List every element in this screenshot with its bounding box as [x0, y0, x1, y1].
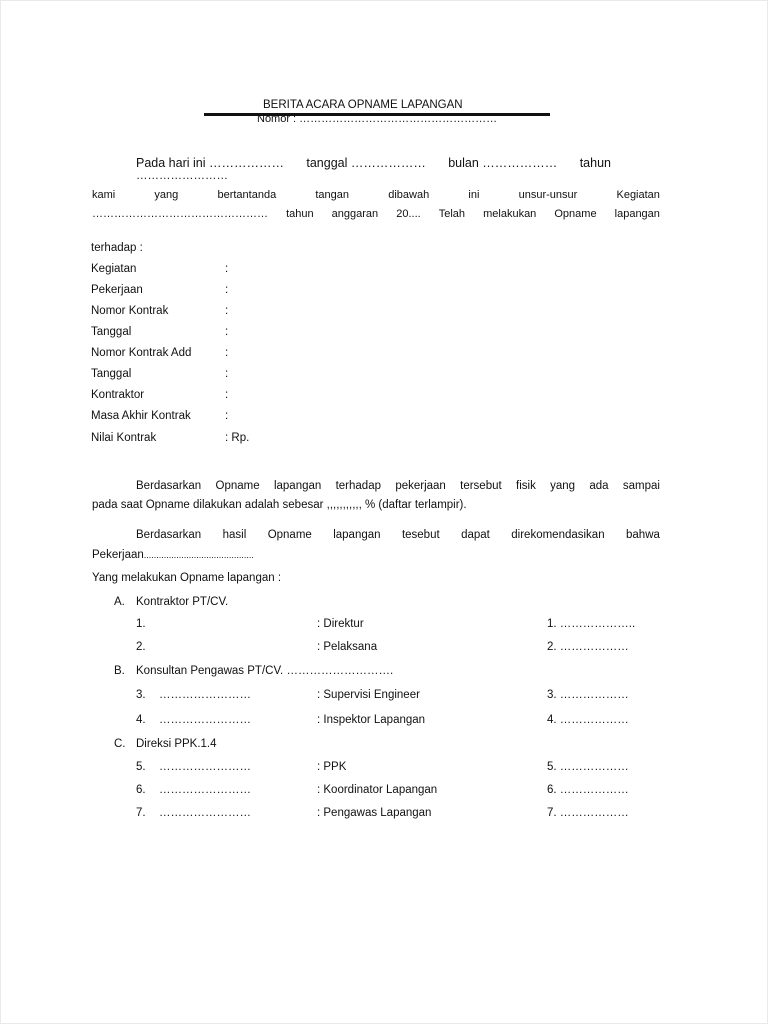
signature-line: 3. ……………… [547, 689, 629, 701]
signatory-number: 6. [136, 784, 146, 796]
intro-word: tahun [286, 208, 314, 220]
intro-word: ini [468, 189, 480, 201]
field-value: : [225, 368, 229, 380]
signatory-role: : Koordinator Lapangan [317, 784, 438, 796]
signatory-role: : PPK [317, 761, 347, 773]
intro-line-4: terhadap : [91, 242, 143, 254]
signatory-name: …………………… [159, 784, 251, 796]
field-value: : [225, 347, 229, 359]
section-marker: B. [114, 665, 125, 677]
paragraph-word: ada [589, 480, 609, 492]
intro-word: yang [154, 189, 179, 201]
paragraph-word: direkomendasikan [511, 529, 605, 541]
paragraph-word: terhadap [335, 480, 381, 492]
signature-line: 1. ……………….. [547, 618, 636, 630]
signature-line: 7. ……………… [547, 807, 629, 819]
paragraph-word: Opname [215, 480, 260, 492]
paragraph-word: lapangan [273, 480, 322, 492]
paragraph-word: pekerjaan [395, 480, 446, 492]
signatory-number: 1. [136, 618, 146, 630]
field-label: Tanggal [91, 368, 132, 380]
paragraph-word: lapangan [333, 529, 381, 541]
paragraph-word: Opname [267, 529, 312, 541]
field-label: Pekerjaan [91, 284, 143, 296]
section-marker: C. [114, 738, 126, 750]
intro-word: anggaran [331, 208, 379, 220]
intro-word: unsur-unsur [518, 189, 578, 201]
intro-word: dibawah [388, 189, 430, 201]
document-number: Nomor : ……………………………………………… [257, 113, 498, 125]
paragraph-word: Berdasarkan [136, 480, 202, 492]
section-title: Kontraktor PT/CV. [136, 596, 229, 608]
intro-word: ………………………………………… [92, 208, 268, 220]
paragraph-word: hasil [222, 529, 247, 541]
intro-word: tangan [315, 189, 350, 201]
section-title: Direksi PPK.1.4 [136, 738, 217, 750]
field-value: : [225, 389, 229, 401]
signature-line: 6. ……………… [547, 784, 629, 796]
paragraph-word: tesebut [401, 529, 440, 541]
signatory-role: : Pengawas Lapangan [317, 807, 432, 819]
field-value: : [225, 263, 229, 275]
paragraph-word: dapat [461, 529, 490, 541]
field-label: Tanggal [91, 326, 132, 338]
field-value: : [225, 284, 229, 296]
intro-word: melakukan [483, 208, 537, 220]
signatory-role: : Direktur [317, 618, 364, 630]
signature-line: 2. ……………… [547, 641, 629, 653]
signatory-role: : Inspektor Lapangan [317, 714, 426, 726]
paragraph-1-line-2: pada saat Opname dilakukan adalah sebesar ,,,,,,,,,,, % (daftar terlampir). [92, 499, 467, 511]
intro-word: 20.... [396, 208, 421, 220]
paragraph-word: sampai [622, 480, 660, 492]
signatory-role: : Supervisi Engineer [317, 689, 420, 701]
intro-line-1 [136, 156, 660, 170]
signatory-number: 4. [136, 714, 146, 726]
field-value: : Rp. [225, 432, 250, 444]
field-label: Nomor Kontrak Add [91, 347, 192, 359]
intro-line-1-continuation: …………………… [136, 170, 228, 182]
signatory-name: …………………… [159, 761, 251, 773]
field-label: Kegiatan [91, 263, 137, 275]
section-marker: A. [114, 596, 125, 608]
paragraph-word: tersebut [460, 480, 502, 492]
intro-word: lapangan [614, 208, 660, 220]
intro-word: tanggal ……………… [306, 156, 426, 170]
paragraph-2-line-3: Yang melakukan Opname lapangan : [92, 572, 282, 584]
paragraph-1-line-1 [136, 479, 660, 493]
intro-line-2 [92, 188, 660, 202]
signature-line: 4. ……………… [547, 714, 629, 726]
field-label: Masa Akhir Kontrak [91, 410, 191, 422]
document-title: BERITA ACARA OPNAME LAPANGAN [263, 99, 463, 111]
paragraph-word: Pekerjaan [92, 549, 144, 561]
intro-word: Kegiatan [616, 189, 660, 201]
paragraph-word: fisik [516, 480, 536, 492]
signatory-name: …………………… [159, 714, 251, 726]
paragraph-word: Berdasarkan [136, 529, 202, 541]
signatory-name: …………………… [159, 807, 251, 819]
intro-line-3 [92, 207, 660, 221]
signatory-role: : Pelaksana [317, 641, 378, 653]
field-label: Nomor Kontrak [91, 305, 169, 317]
paragraph-2-line-2 [92, 548, 254, 562]
intro-word: bulan ……………… [448, 156, 558, 170]
signatory-number: 3. [136, 689, 146, 701]
section-title: Konsultan Pengawas PT/CV. ………………………. [136, 665, 394, 677]
signatory-name: …………………… [159, 689, 251, 701]
dotted-blank: ............................................ [143, 550, 254, 560]
field-value: : [225, 305, 229, 317]
intro-word: Pada hari ini ……………… [136, 156, 284, 170]
field-label: Nilai Kontrak [91, 432, 157, 444]
document-page [1, 1, 767, 1023]
paragraph-word: yang [550, 480, 576, 492]
intro-word: bertantanda [217, 189, 277, 201]
signatory-number: 7. [136, 807, 146, 819]
field-label: Kontraktor [91, 389, 145, 401]
signature-line: 5. ……………… [547, 761, 629, 773]
intro-word: tahun [579, 156, 611, 170]
intro-word: Telah [438, 208, 466, 220]
signatory-number: 5. [136, 761, 146, 773]
paragraph-2-line-1 [136, 528, 660, 542]
field-value: : [225, 410, 229, 422]
intro-word: Opname [554, 208, 597, 220]
paragraph-word: bahwa [626, 529, 660, 541]
signatory-number: 2. [136, 641, 146, 653]
field-value: : [225, 326, 229, 338]
intro-word: kami [92, 189, 116, 201]
